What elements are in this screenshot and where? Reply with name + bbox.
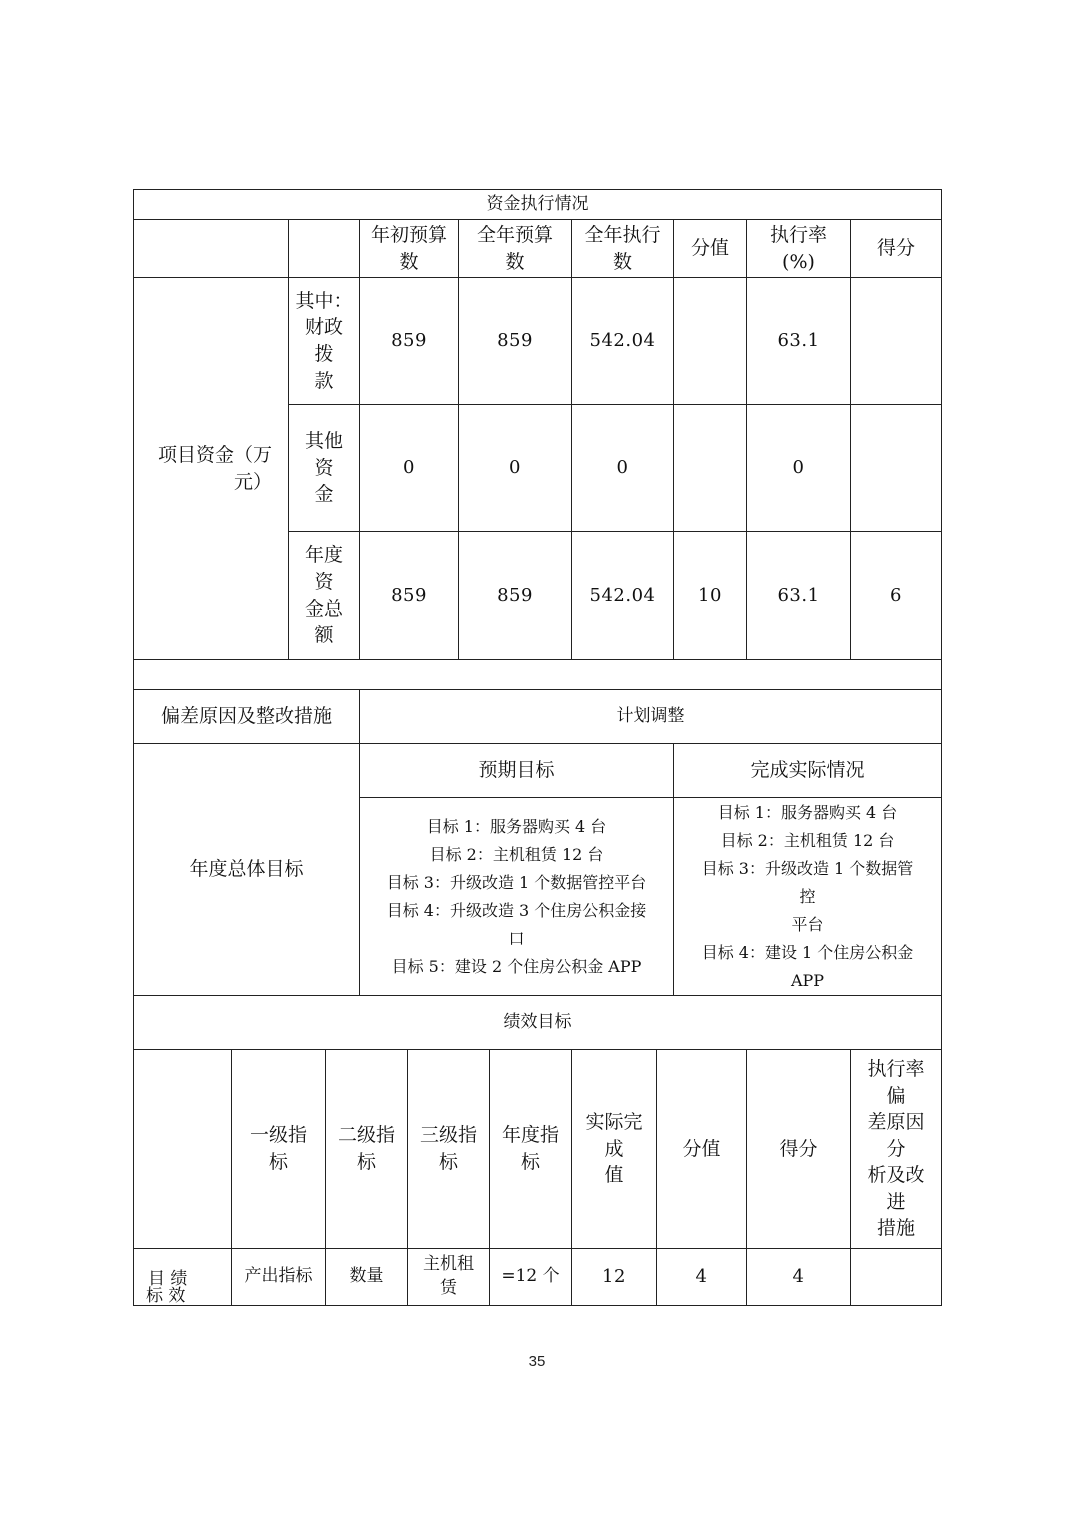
funds-cell — [851, 405, 942, 532]
header-level1-indicator: 一级指 标 — [232, 1050, 326, 1249]
funds-cell: 859 — [459, 532, 572, 660]
header-level3-indicator: 三级指 标 — [408, 1050, 490, 1249]
funds-cell: 0 — [747, 405, 851, 532]
funds-cell: 6 — [851, 532, 942, 660]
funds-header-score: 得分 — [851, 220, 942, 278]
funds-row-label: 年度 资 金总 额 — [289, 532, 360, 660]
funds-header-annual-executed: 全年执行 数 — [572, 220, 674, 278]
funds-header-execution-rate: 执行率 (%) — [747, 220, 851, 278]
header-annual-indicator: 年度指 标 — [490, 1050, 572, 1249]
funds-header-row — [134, 220, 942, 278]
annual-goal-label: 年度总体目标 — [134, 744, 360, 996]
funds-title: 资金执行情况 — [134, 190, 942, 220]
funds-cell — [851, 278, 942, 405]
funds-cell: 63.1 — [747, 278, 851, 405]
score-cell: 4 — [747, 1249, 851, 1306]
spacer-row — [134, 660, 942, 690]
expected-goal-header: 预期目标 — [360, 744, 674, 798]
funds-cell: 542.04 — [572, 532, 674, 660]
project-funds-label: 项目资金（万 元） — [134, 278, 289, 660]
funds-header-blank — [289, 220, 360, 278]
funds-cell: 859 — [459, 278, 572, 405]
header-score-value: 分值 — [657, 1050, 747, 1249]
performance-row — [134, 1249, 942, 1306]
performance-side-label — [134, 1249, 232, 1306]
funds-cell: 542.04 — [572, 278, 674, 405]
performance-header-row — [134, 1050, 942, 1249]
funds-cell: 10 — [674, 532, 747, 660]
funds-header-initial-budget: 年初预算 数 — [360, 220, 459, 278]
performance-table — [133, 1049, 942, 1306]
score-value-cell: 4 — [657, 1249, 747, 1306]
side-label-line1: 目 绩 — [148, 1269, 188, 1289]
performance-header-blank — [134, 1050, 232, 1249]
header-deviation-analysis: 执行率 偏 差原因 分 析及改 进 措施 — [851, 1050, 942, 1249]
deviation-row — [134, 690, 942, 744]
funds-cell: 0 — [572, 405, 674, 532]
funds-cell: 0 — [360, 405, 459, 532]
annual-goal-header-row — [134, 744, 942, 798]
funds-header-blank — [134, 220, 289, 278]
page-number: 35 — [528, 1353, 546, 1370]
funds-header-score-value: 分值 — [674, 220, 747, 278]
expected-goal-text: 目标 1：服务器购买 4 台 目标 2：主机租赁 12 台 目标 3：升级改造 1 个数据管控平台 目标 4：升级改造 3 个住房公积金接 口 目标 5：建设 2 个住房公积金 APP — [360, 798, 674, 996]
funds-cell: 63.1 — [747, 532, 851, 660]
funds-row-label: 其他 资 金 — [289, 405, 360, 532]
deviation-value: 计划调整 — [360, 690, 942, 744]
performance-title: 绩效目标 — [134, 996, 942, 1050]
side-label-line2: 标 效 — [146, 1286, 186, 1306]
header-score: 得分 — [747, 1050, 851, 1249]
funds-row-label: 其中： 财政 拨 款 — [289, 278, 360, 405]
funds-cell: 859 — [360, 278, 459, 405]
deviation-label: 偏差原因及整改措施 — [134, 690, 360, 744]
actual-value-cell: 12 — [572, 1249, 657, 1306]
funds-cell — [674, 405, 747, 532]
annual-indicator-cell: =12 个 — [490, 1249, 572, 1306]
funds-cell — [674, 278, 747, 405]
spacer-cell — [134, 660, 942, 690]
header-level2-indicator: 二级指 标 — [326, 1050, 408, 1249]
actual-result-header: 完成实际情况 — [674, 744, 942, 798]
level2-indicator-cell: 数量 — [326, 1249, 408, 1306]
note-cell — [851, 1249, 942, 1306]
level3-indicator-cell: 主机租 赁 — [408, 1249, 490, 1306]
level1-indicator-cell: 产出指标 — [232, 1249, 326, 1306]
actual-result-text: 目标 1：服务器购买 4 台 目标 2：主机租赁 12 台 目标 3：升级改造 1 个数据管 控 平台 目标 4：建设 1 个住房公积金 APP — [674, 798, 942, 996]
funds-row-fiscal — [134, 278, 942, 405]
fund-execution-table — [133, 189, 942, 1050]
funds-header-annual-budget: 全年预算 数 — [459, 220, 572, 278]
header-actual-value: 实际完 成 值 — [572, 1050, 657, 1249]
performance-title-row — [134, 996, 942, 1050]
funds-cell: 0 — [459, 405, 572, 532]
funds-cell: 859 — [360, 532, 459, 660]
